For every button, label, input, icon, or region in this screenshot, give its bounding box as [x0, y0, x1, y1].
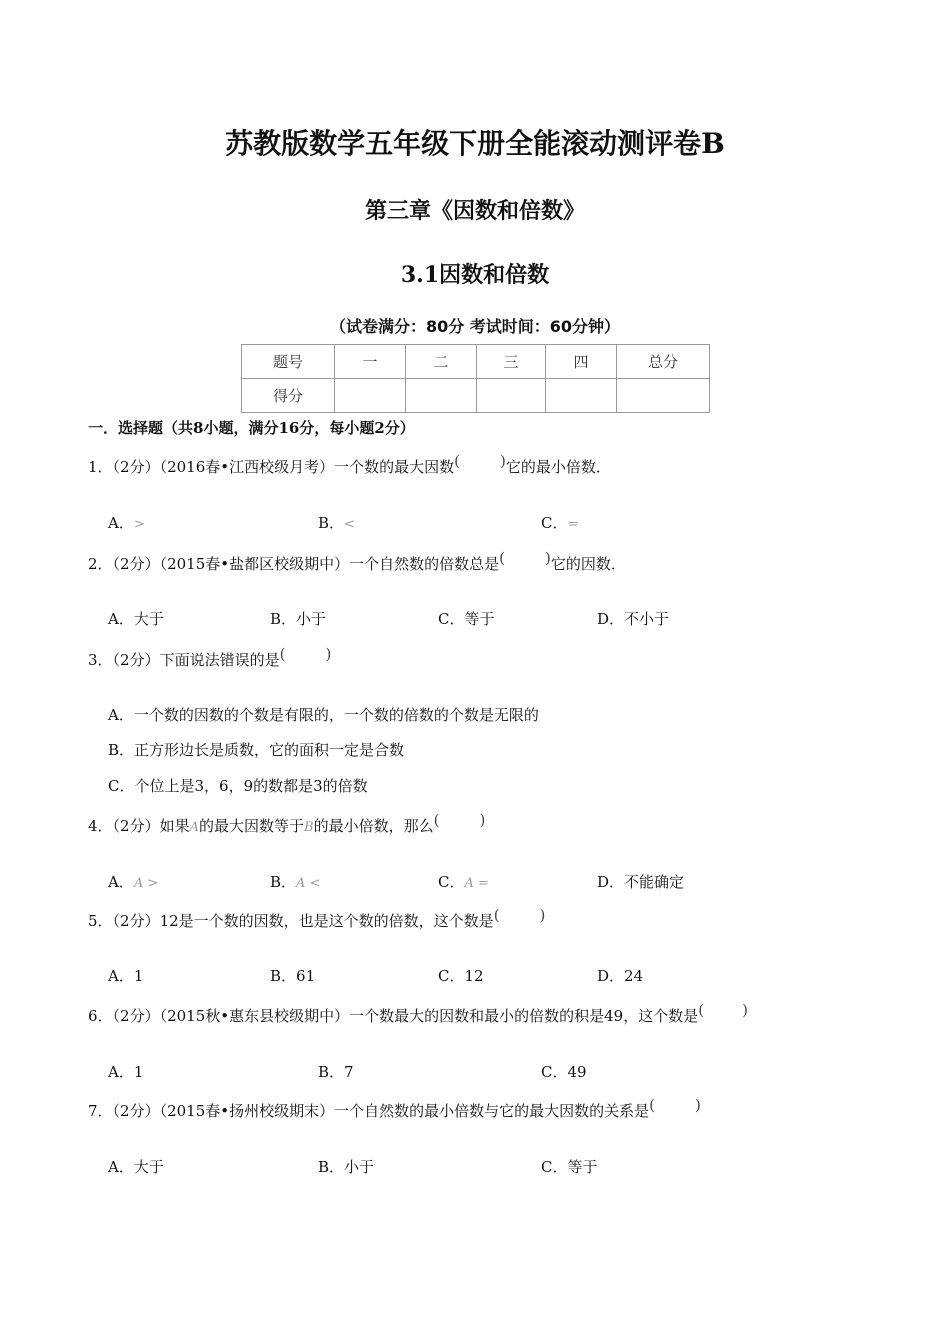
document-title: 苏教版数学五年级下册全能滚动测评卷B	[225, 127, 725, 160]
answer-paren-open: (	[493, 906, 500, 924]
question-source: （2015春•扬州校级期末）	[159, 1102, 335, 1120]
score-input-cell[interactable]	[546, 379, 617, 413]
question-text: 它的最小倍数．	[505, 458, 611, 476]
option-b[interactable]	[318, 1156, 374, 1177]
option-a[interactable]	[108, 1061, 143, 1082]
question-1	[88, 452, 611, 477]
option-label: C．	[108, 777, 135, 795]
answer-paren-open: (	[279, 645, 286, 663]
option-text: 24	[624, 967, 644, 985]
score-header-cell: 题号	[242, 345, 335, 379]
option-c[interactable]	[541, 1061, 587, 1082]
option-text: A <	[296, 876, 321, 891]
question-text: 一个数最大的因数和最小的倍数的积是49，这个数是	[349, 1007, 699, 1025]
option-c[interactable]	[108, 775, 368, 796]
score-table	[241, 344, 710, 413]
option-label: C．	[541, 1063, 568, 1081]
option-c[interactable]	[438, 608, 495, 629]
option-c[interactable]	[541, 1156, 598, 1177]
option-text: 等于	[567, 1158, 598, 1176]
answer-paren-close: )	[539, 906, 546, 924]
question-6	[88, 1001, 748, 1026]
option-text: 个位上是3，6，9的数都是3的倍数	[134, 777, 368, 795]
score-input-cell[interactable]	[335, 379, 406, 413]
answer-paren-open: (	[499, 549, 505, 567]
option-label: A．	[108, 514, 134, 532]
option-a[interactable]	[108, 1156, 164, 1177]
question-points: （2分）	[112, 1102, 160, 1120]
score-header-cell: 三	[477, 345, 546, 379]
question-3	[88, 645, 332, 670]
option-label: D．	[597, 610, 625, 628]
answer-paren-open: (	[454, 452, 460, 470]
answer-paren-close: )	[325, 645, 332, 663]
question-number: 1．	[88, 458, 113, 476]
option-label: A．	[108, 1063, 134, 1081]
option-label: A．	[108, 610, 134, 628]
option-text: >	[133, 517, 145, 532]
option-label: C．	[541, 1158, 568, 1176]
option-label: B．	[108, 741, 135, 759]
option-label: B．	[318, 1158, 345, 1176]
option-label: B．	[270, 873, 297, 891]
option-c[interactable]	[438, 871, 489, 892]
question-points: （2分）	[112, 555, 160, 573]
section-one-heading: 一．选择题（共8小题，满分16分，每小题2分）	[88, 419, 415, 437]
option-label: C．	[541, 514, 568, 532]
option-text: 大于	[133, 1158, 164, 1176]
option-a[interactable]	[108, 871, 158, 892]
exam-meta: （试卷满分：80分 考试时间：60分钟）	[329, 317, 621, 336]
question-text: 一个自然数的倍数总是	[349, 555, 500, 573]
score-row-label: 得分	[242, 379, 335, 413]
score-header-cell: 一	[335, 345, 406, 379]
question-2	[88, 549, 626, 574]
question-text: 如果	[159, 817, 190, 835]
option-label: C．	[438, 873, 465, 891]
answer-paren-close: )	[479, 811, 486, 829]
option-a[interactable]	[108, 512, 145, 533]
option-text: 1	[133, 967, 144, 985]
question-text: 12是一个数的因数，也是这个数的倍数，这个数是	[159, 912, 494, 930]
answer-paren-close: )	[500, 452, 506, 470]
question-text: 下面说法错误的是	[159, 651, 280, 669]
option-text: 小于	[296, 610, 327, 628]
question-number: 3．	[88, 651, 113, 669]
question-text: 的最大因数等于	[199, 817, 305, 835]
option-text: 正方形边长是质数，它的面积一定是合数	[134, 741, 405, 759]
question-number: 2．	[88, 555, 113, 573]
option-text: 61	[296, 967, 316, 985]
question-text: 一个数的最大因数	[334, 458, 455, 476]
answer-paren-close: )	[545, 549, 551, 567]
score-header-cell: 总分	[617, 345, 710, 379]
option-text: 大于	[133, 610, 164, 628]
question-points: （2分）	[112, 458, 160, 476]
option-text: 一个数的因数的个数是有限的，一个数的倍数的个数是无限的	[133, 706, 539, 724]
option-label: B．	[318, 1063, 345, 1081]
option-d[interactable]	[597, 965, 643, 986]
chapter-heading: 第三章《因数和倍数》	[364, 198, 585, 224]
question-source: （2015春•盐都区校级期中）	[159, 555, 350, 573]
question-number: 7．	[88, 1102, 113, 1120]
option-d[interactable]	[597, 871, 684, 892]
option-b[interactable]	[108, 739, 404, 760]
score-input-cell[interactable]	[406, 379, 477, 413]
option-label: C．	[438, 610, 465, 628]
option-b[interactable]	[318, 1061, 354, 1082]
option-label: A．	[108, 873, 134, 891]
answer-paren-open: (	[433, 811, 440, 829]
score-input-cell[interactable]	[477, 379, 546, 413]
section-heading: 3.1因数和倍数	[400, 262, 550, 288]
option-b[interactable]	[318, 512, 355, 533]
question-text: 一个自然数的最小倍数与它的最大因数的关系是	[334, 1102, 650, 1120]
option-text: 49	[567, 1063, 587, 1081]
score-table-header-row	[242, 345, 710, 379]
option-text: <	[344, 517, 355, 532]
question-source: （2016春•江西校级月考）	[159, 458, 335, 476]
option-text: A >	[133, 876, 159, 891]
question-points: （2分）	[112, 817, 160, 835]
option-label: A．	[108, 1158, 134, 1176]
question-4	[88, 811, 486, 836]
option-c[interactable]	[438, 965, 484, 986]
option-text: 不能确定	[624, 873, 685, 891]
question-7	[88, 1096, 701, 1121]
option-text: 等于	[464, 610, 495, 628]
option-b[interactable]	[270, 608, 326, 629]
question-points: （2分）	[112, 651, 160, 669]
question-points: （2分）	[112, 1007, 160, 1025]
option-text: 小于	[344, 1158, 375, 1176]
question-number: 4．	[88, 817, 113, 835]
option-label: C．	[438, 967, 465, 985]
question-number: 6．	[88, 1007, 113, 1025]
variable-a: A	[189, 820, 199, 835]
option-label: B．	[270, 967, 297, 985]
option-text: 1	[133, 1063, 144, 1081]
option-b[interactable]	[270, 871, 320, 892]
score-header-cell: 四	[546, 345, 617, 379]
option-label: B．	[318, 514, 345, 532]
option-label: D．	[597, 967, 625, 985]
question-source: （2015秋•惠东县校级期中）	[159, 1007, 350, 1025]
question-points: （2分）	[112, 912, 160, 930]
score-table-score-row	[242, 379, 710, 413]
option-label: A．	[108, 967, 134, 985]
option-a[interactable]	[108, 965, 143, 986]
question-text: 的最小倍数，那么	[313, 817, 434, 835]
question-text: 它的因数．	[550, 555, 626, 573]
option-text: A =	[464, 876, 489, 891]
option-b[interactable]	[270, 965, 315, 986]
option-c[interactable]	[541, 512, 578, 533]
score-header-cell: 二	[406, 345, 477, 379]
answer-paren-close: )	[742, 1001, 748, 1019]
variable-b: B	[304, 820, 314, 835]
option-a[interactable]	[108, 704, 539, 725]
option-text: 7	[344, 1063, 354, 1081]
answer-paren-open: (	[698, 1001, 705, 1019]
option-label: D．	[597, 873, 625, 891]
option-a[interactable]	[108, 608, 164, 629]
option-text: 12	[464, 967, 484, 985]
question-5	[88, 906, 546, 931]
option-d[interactable]	[597, 608, 669, 629]
score-input-cell[interactable]	[617, 379, 710, 413]
answer-paren-close: )	[695, 1096, 701, 1114]
option-text: 不小于	[624, 610, 670, 628]
option-text: =	[567, 517, 579, 532]
answer-paren-open: (	[649, 1096, 655, 1114]
option-label: A．	[108, 706, 134, 724]
question-number: 5．	[88, 912, 113, 930]
option-label: B．	[270, 610, 297, 628]
